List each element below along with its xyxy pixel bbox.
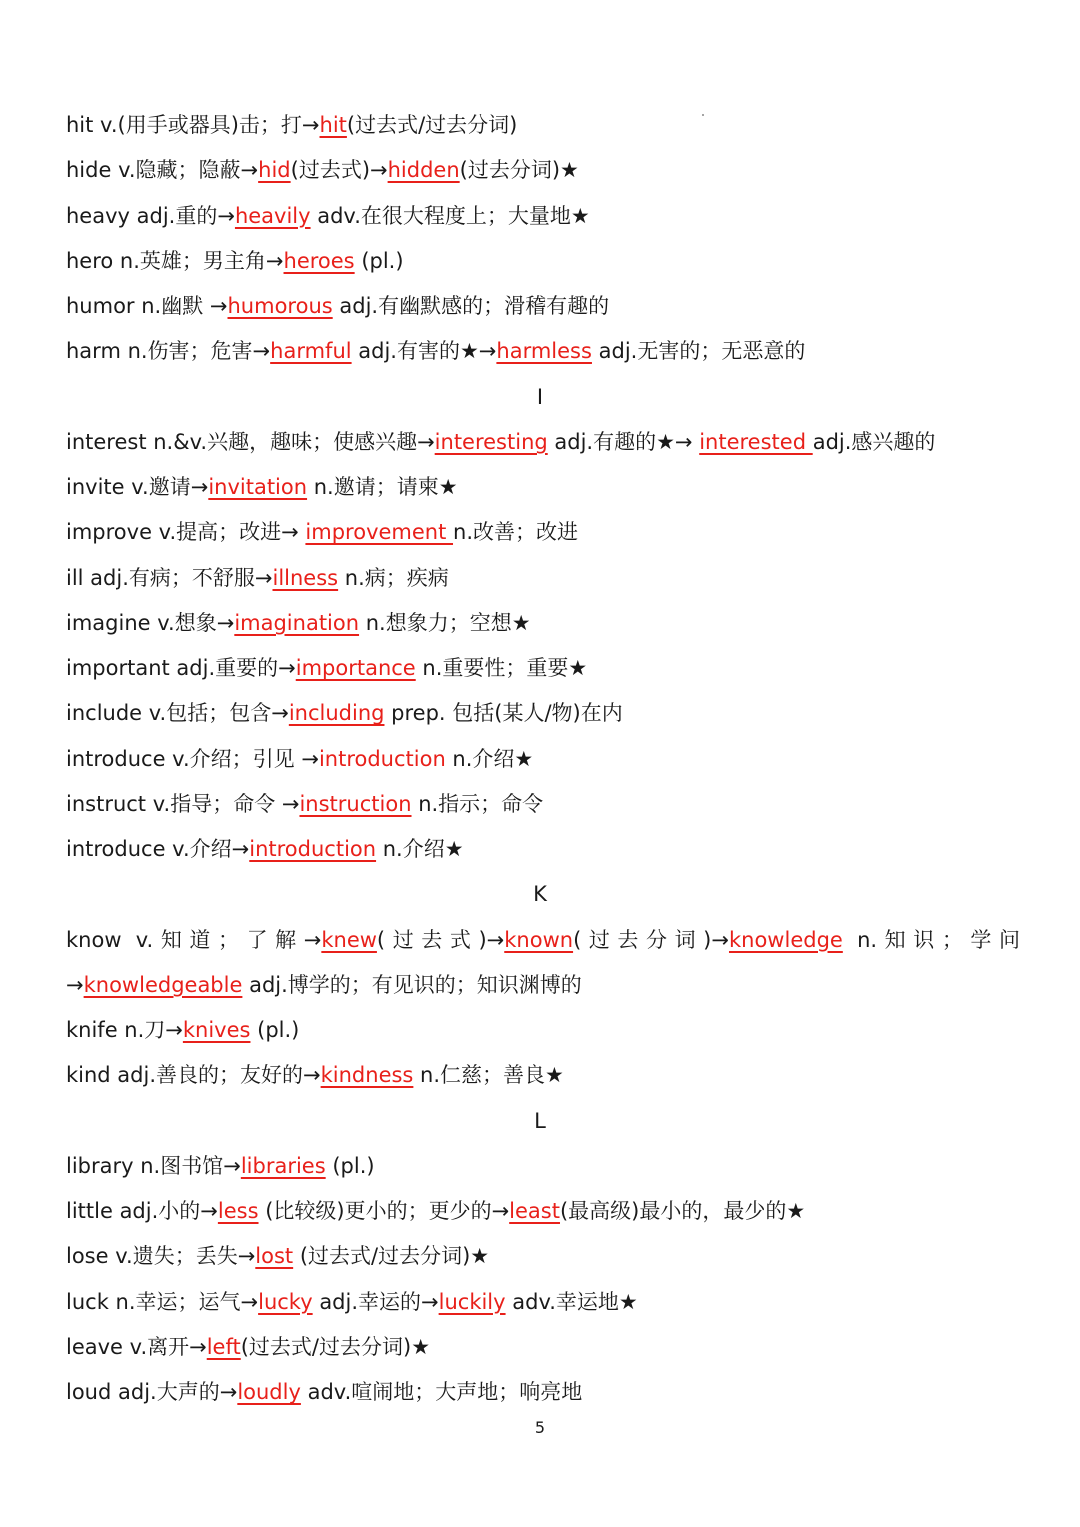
vocab-entry: [66, 1196, 1020, 1226]
entry-text: imagine v.想象→: [66, 610, 235, 635]
entry-text: improve v.提高；改进→: [66, 520, 306, 545]
derived-word: hid: [258, 158, 291, 183]
derived-word: introduction: [249, 837, 377, 861]
derived-word: invitation: [208, 475, 308, 499]
entry-text: important adj.重要的→: [66, 656, 296, 680]
entry-text: n.改善；改进: [453, 520, 579, 545]
derived-word: knowledge: [728, 927, 843, 952]
vocab-entry: [66, 1060, 1020, 1090]
entry-text: L: [534, 1108, 546, 1133]
entry-text: library n.图书馆→: [66, 1153, 241, 1178]
derived-word: knew: [321, 927, 377, 952]
vocab-entry: [66, 608, 1020, 638]
entry-text: harm n.伤害；危害→: [66, 339, 271, 364]
entry-text: adj.有趣的★→: [547, 429, 700, 454]
derived-word: lost: [255, 1244, 294, 1269]
entry-text: n.指示；命令: [411, 791, 544, 816]
entry-text: know v.知道；了解→: [66, 927, 322, 952]
entry-text: interest n.&v.兴趣，趣味；使感兴趣→: [66, 429, 435, 454]
entry-text: (过去分词)→: [573, 927, 729, 952]
entry-text: I: [536, 384, 544, 409]
entry-text: (pl.): [325, 1153, 375, 1178]
vocab-entry: [66, 698, 1020, 728]
entry-text: adj.博学的；有见识的；知识渊博的: [242, 972, 582, 997]
vocab-entry: [66, 834, 1020, 864]
derived-word: knowledgeable: [83, 972, 243, 997]
entry-text: n.仁慈；善良★: [413, 1063, 564, 1088]
entry-text: (pl.): [250, 1018, 300, 1042]
derived-word: harmful: [270, 339, 352, 364]
entry-text: kind adj.善良的；友好的→: [66, 1063, 321, 1088]
entry-text: (过去式)→: [290, 158, 388, 183]
entry-text: (过去分词)★: [459, 158, 579, 183]
entry-text: (过去式/过去分词)★: [240, 1334, 431, 1359]
derived-word: known: [504, 927, 574, 952]
entry-text: luck n.幸运；运气→: [66, 1289, 259, 1314]
entry-text: hit v.(用手或器具)击；打→: [66, 113, 320, 137]
derived-word: importance: [295, 656, 416, 680]
derived-word: luckily: [438, 1289, 506, 1314]
derived-word: including: [288, 701, 385, 726]
entry-text: n.介绍★: [376, 837, 464, 861]
entry-text: n.想象力；空想★: [359, 610, 531, 635]
entry-text: n.知识；学问: [842, 927, 1020, 952]
entry-text: humor n.幽默 →: [66, 294, 228, 318]
entry-text: introduce v.介绍；引见 →: [66, 746, 319, 771]
entry-text: (过去式/过去分词): [346, 113, 518, 137]
entry-text: introduce v.介绍→: [66, 837, 250, 861]
entry-text: adv.幸运地★: [505, 1289, 638, 1314]
derived-word: illness: [272, 565, 339, 590]
entry-text: adj.幸运的→: [312, 1289, 439, 1314]
vocab-entry: [66, 291, 1020, 321]
entry-text: adj.有害的★→: [351, 339, 497, 364]
entry-text: include v.包括；包含→: [66, 701, 289, 726]
entry-text: loud adj.大声的→: [66, 1380, 238, 1404]
derived-word: imagination: [234, 610, 360, 635]
entry-text: (过去式/过去分词)★: [293, 1244, 490, 1269]
derived-word: knives: [182, 1018, 251, 1042]
entry-text: (过去式)→: [376, 927, 505, 952]
section-letter-heading: [0, 879, 1080, 909]
vocab-entry: [66, 201, 1020, 231]
entry-text: hero n.英雄；男主角→: [66, 248, 284, 273]
derived-word: heroes: [283, 248, 355, 273]
vocab-entry: [66, 336, 1020, 366]
entry-text: →: [66, 972, 84, 997]
vocab-entry: [66, 1151, 1020, 1181]
entry-text: n.邀请；请柬★: [307, 475, 458, 499]
entry-text: adv.喧闹地；大声地；响亮地: [300, 1380, 583, 1404]
derived-word: less: [217, 1199, 259, 1223]
derived-word: humorous: [227, 294, 333, 318]
derived-word: hit: [319, 113, 347, 137]
vocab-entry: [66, 1377, 1020, 1407]
entry-text: n.重要性；重要★: [415, 656, 588, 680]
derived-word: libraries: [240, 1153, 326, 1178]
entry-text: ill adj.有病；不舒服→: [66, 565, 273, 590]
section-letter-heading: [0, 1106, 1080, 1136]
entry-text: instruct v.指导；命令 →: [66, 791, 300, 816]
page-number: 5: [534, 1418, 546, 1437]
vocab-entry: [66, 653, 1020, 683]
derived-word: instruction: [299, 791, 412, 816]
derived-word: kindness: [320, 1063, 414, 1088]
vocab-entry: [66, 970, 1020, 1000]
vocab-entry: [66, 110, 1020, 140]
vocab-entry: [66, 1241, 1020, 1271]
derived-word: least: [509, 1199, 560, 1223]
derived-word: introduction: [318, 746, 446, 771]
entry-text: leave v.离开→: [66, 1334, 207, 1359]
derived-word: harmless: [496, 339, 592, 364]
derived-word: interesting: [434, 429, 548, 454]
vocab-entry: [66, 744, 1020, 774]
derived-word: lucky: [258, 1289, 313, 1314]
entry-text: little adj.小的→: [66, 1199, 218, 1223]
vocab-entry: [66, 1015, 1020, 1045]
vocab-entry: [66, 789, 1020, 819]
vocab-entry: [66, 246, 1020, 276]
entry-text: (最高级)最小的，最少的★: [559, 1199, 806, 1223]
entry-text: n.病；疾病: [338, 565, 449, 590]
derived-word: improvement: [305, 520, 454, 545]
entry-text: adj.感兴趣的: [812, 429, 936, 454]
vocab-entry: [66, 925, 1020, 955]
derived-word: hidden: [387, 158, 460, 183]
derived-word: interested: [699, 429, 813, 454]
vocab-entry: [66, 1332, 1020, 1362]
entry-text: adj.无害的；无恶意的: [591, 339, 806, 364]
entry-text: knife n.刀→: [66, 1018, 183, 1042]
vocab-entry: [66, 472, 1020, 502]
vocab-entry: [66, 563, 1020, 593]
vocab-entry: [66, 427, 1020, 457]
section-letter-heading: [0, 382, 1080, 412]
vocab-entry: [66, 155, 1020, 185]
entry-text: heavy adj.重的→: [66, 203, 235, 228]
entry-text: prep. 包括(某人/物)在内: [384, 701, 623, 726]
entry-text: adj.有幽默感的；滑稽有趣的: [332, 294, 610, 318]
derived-word: loudly: [237, 1380, 301, 1404]
entry-text: K: [533, 882, 547, 907]
entry-text: (比较级)更小的；更少的→: [258, 1199, 510, 1223]
vocab-entry: [66, 517, 1020, 547]
entry-text: hide v.隐藏；隐蔽→: [66, 158, 259, 183]
entry-text: (pl.): [354, 248, 404, 273]
vocab-entry: [66, 1287, 1020, 1317]
entry-text: n.介绍★: [445, 746, 534, 771]
derived-word: heavily: [234, 203, 311, 228]
derived-word: left: [206, 1334, 241, 1359]
entry-text: lose v.遗失；丢失→: [66, 1244, 256, 1269]
entry-text: invite v.邀请→: [66, 475, 209, 499]
entry-text: adv.在很大程度上；大量地★: [310, 203, 590, 228]
